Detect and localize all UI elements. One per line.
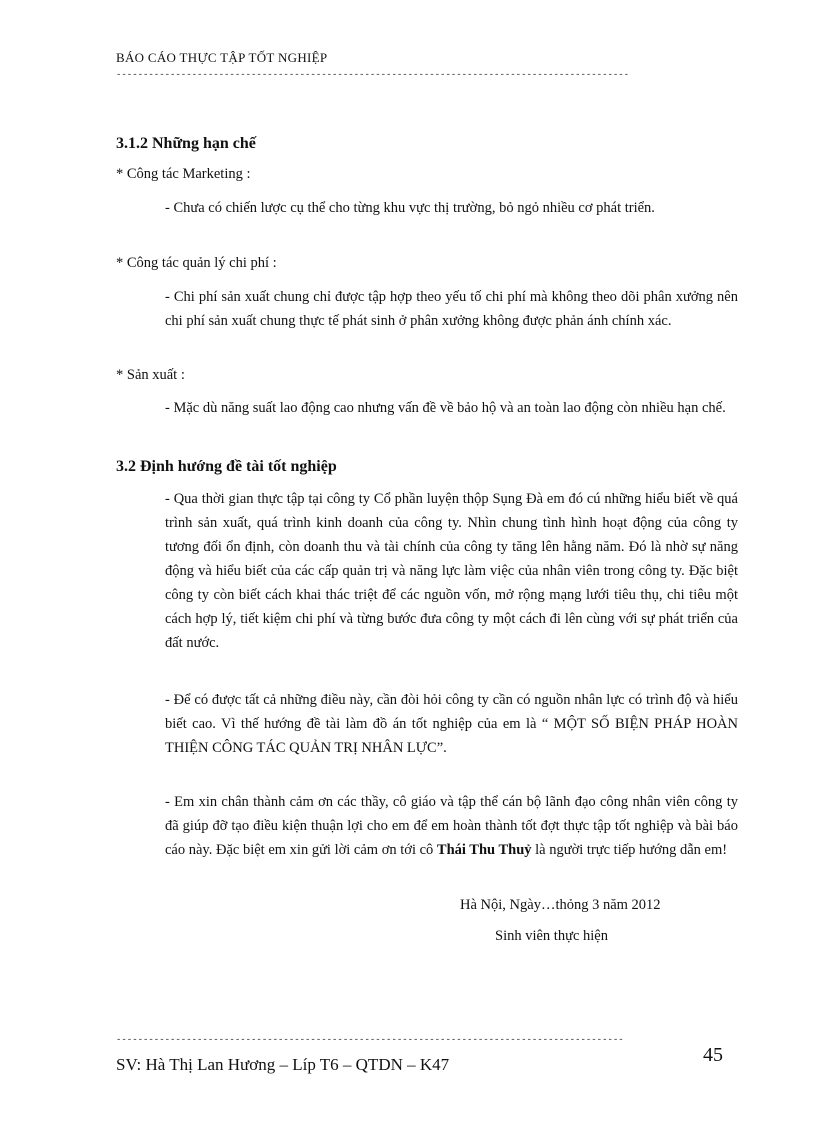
footer-student-info: SV: Hà Thị Lan Hương – Líp T6 – QTDN – K47 xyxy=(116,1055,450,1074)
page-number: 45 xyxy=(703,1044,723,1066)
item-text-marketing: - Chưa có chiến lược cụ thể cho từng khu vực thị trường, bỏ ngỏ nhiều cơ phát triển. xyxy=(165,200,655,216)
acknowledgement-text-end: là người trực tiếp hướng dẫn em! xyxy=(531,842,728,858)
section-heading-limitations: 3.1.2 Những hạn chế xyxy=(116,135,256,152)
item-text-production: - Mặc dù năng suất lao động cao nhưng vấn đề về bảo hộ và an toàn lao động còn nhiều hạn chế. xyxy=(165,400,726,416)
page-header-title: BÁO CÁO THỰC TẬP TỐT NGHIỆP xyxy=(116,50,328,65)
item-text-cost-management: - Chi phí sản xuất chung chỉ được tập hợp theo yếu tố chi phí mà không theo dõi phân xưởng nên chi phí sản xuất chung thực tế phát sinh ở phân xưởng không được phản ánh chính xác. xyxy=(165,289,738,329)
item-label-marketing: * Công tác Marketing : xyxy=(116,166,251,182)
supervisor-name: Thái Thu Thuỷ xyxy=(436,842,532,858)
footer-separator: ---------------------------------------------------------------------------------------------- xyxy=(116,1035,624,1045)
signature-role: Sinh viên thực hiện xyxy=(495,928,608,944)
header-separator: ----------------------------------------------------------------------------------------------- xyxy=(116,70,630,80)
item-label-production: * Sản xuất : xyxy=(116,367,185,383)
paragraph-acknowledgement xyxy=(165,790,738,862)
item-label-cost-management: * Công tác quản lý chi phí : xyxy=(116,255,277,271)
section-heading-orientation: 3.2 Định hướng đề tài tốt nghiệp xyxy=(116,458,337,475)
paragraph-thesis-topic: - Để có được tất cả những điều này, cần đòi hỏi công ty cần có nguồn nhân lực có trình độ và hiểu biết cao. Vì thế hướng đề tài làm đồ án tốt nghiệp của em là “ MỘT SỐ BIỆN PHÁP HOÀN THIỆN CÔNG TÁC QUẢN TRỊ NHÂN LỰC”. xyxy=(165,692,738,756)
acknowledgement-text-start: - Em xin chân thành cảm ơn các thầy, cô giáo và tập thể cán bộ lãnh đạo công nhân viên công ty đã giúp đỡ tạo điều kiện thuận lợi cho em để em hoàn thành tốt đợt thực tập tốt nghiệp và bài báo cáo này. Đặc biệt em xin gửi lời cảm ơn tới cô xyxy=(165,794,738,858)
paragraph-internship-overview: - Qua thời gian thực tập tại công ty Cổ phần luyện thộp Sụng Đà em đó cú những hiểu biết về quá trình sản xuất, quá trình kinh doanh của công ty. Nhìn chung tình hình hoạt động của công ty tương đối ổn định, còn doanh thu và tài chính của công ty tăng lên hằng năm. Đó là nhờ sự năng động và hiểu biết của các cấp quản trị và năng lực làm việc của nhân viên trong công ty. Đặc biệt công ty còn biết cách khai thác triệt để các nguồn vốn, mở rộng mạng lưới tiêu thụ, chi tiêu một cách hợp lý, tiết kiệm chi phí và từng bước đưa công ty một cách đi lên cùng với sự phát triển của đất nước. xyxy=(165,491,738,651)
signature-date: Hà Nội, Ngày…thỏng 3 năm 2012 xyxy=(460,897,661,913)
